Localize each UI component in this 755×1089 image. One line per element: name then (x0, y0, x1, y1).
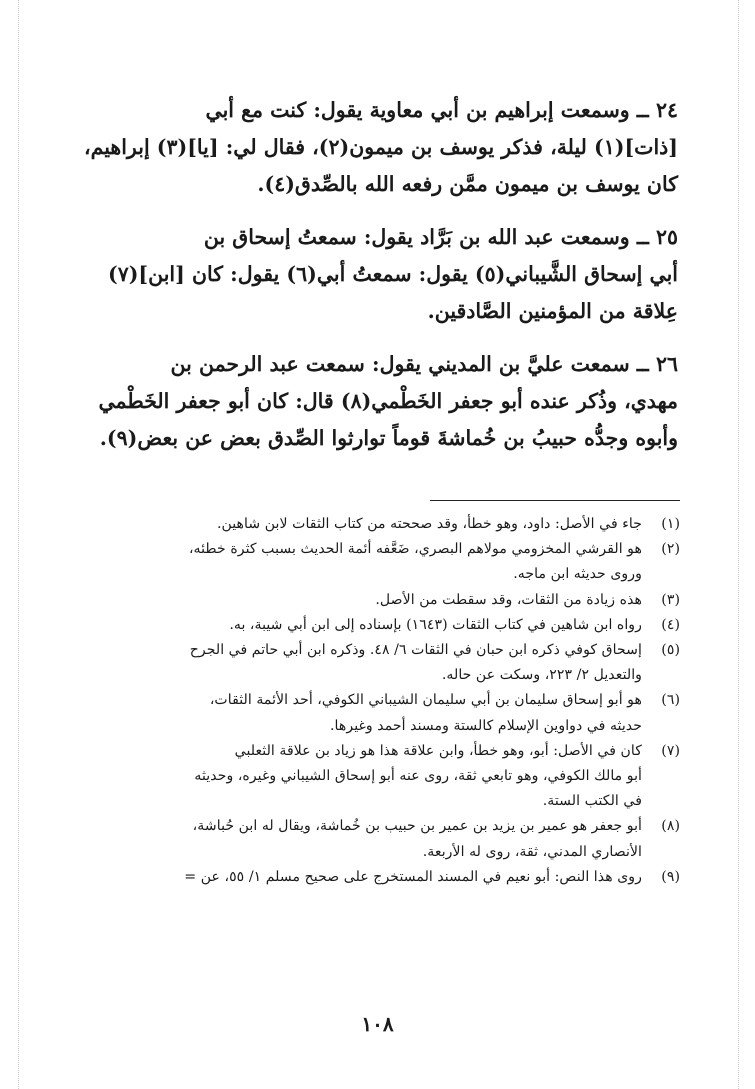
footnote-number: (٧) (661, 742, 680, 759)
footnote-line: هذه زيادة من الثقات، وقد سقطت من الأصل. (375, 591, 642, 608)
footnote-line: رواه ابن شاهين في كتاب الثقات (١٦٤٣) بإسناده إلى ابن أبي شيبة، به. (229, 616, 642, 633)
footnote-body (68, 512, 642, 537)
page-edge-left (18, 0, 21, 1089)
footnote-line: إسحاق كوفي ذكره ابن حبان في الثقات ٦/ ٤٨. وذكره ابن أبي حاتم في الجرح (189, 642, 642, 659)
footnote-body (68, 613, 642, 638)
footnote-4 (68, 613, 680, 638)
footnote-body (68, 638, 642, 688)
paragraph-line: عِلاقة من المؤمنين الصَّادقين. (427, 299, 678, 323)
paragraph-line: أبي إسحاق الشَّيباني(٥) يقول: سمعتُ أبي(٦) يقول: كان [ابن](٧) (108, 262, 678, 286)
footnote-line: الأنصاري المدني، ثقة، روى له الأربعة. (422, 843, 642, 860)
paragraph-24 (68, 92, 678, 203)
paragraph-line: ٢٥ ــ وسمعت عبد الله بن بَرَّاد يقول: سمعتُ إسحاق بن (203, 225, 678, 249)
footnote-body (68, 814, 642, 864)
footnote-line: هو أبو إسحاق سليمان بن أبي سليمان الشيباني الكوفي، أحد الأئمة الثقات، (209, 692, 642, 709)
paragraph-line: مهدي، وذُكر عنده أبو جعفر الخَطْمي(٨) قال: كان أبو جعفر الخَطْمي (98, 389, 678, 413)
footnote-number: (٥) (661, 642, 680, 659)
footnotes (68, 512, 680, 890)
footnote-body (68, 588, 642, 613)
footnote-5 (68, 638, 680, 688)
page-number: ١٠٨ (361, 1012, 394, 1036)
paragraph-line: كان يوسف بن ميمون ممَّن رفعه الله بالصِّدق(٤). (257, 172, 678, 196)
footnote-line: والتعديل ٢/ ٢٢٣، وسكت عن حاله. (441, 667, 642, 684)
footnote-7 (68, 739, 680, 815)
paragraph-line: وأبوه وجدُّه حبيبُ بن خُماشةَ قوماً توارثوا الصِّدق بعض عن بعض(٩). (99, 426, 678, 450)
paragraph-line: [ذات](١) ليلة، فذكر يوسف بن ميمون(٢)، فقال لي: [يا](٣) إبراهيم، (83, 135, 678, 159)
footnote-line: أبو مالك الكوفي، وهو تابعي ثقة، روى عنه أبو إسحاق الشيباني وغيره، وحديثه (194, 768, 642, 785)
page-edge-right (738, 0, 741, 1089)
footnote-1 (68, 512, 680, 537)
footnote-number: (٤) (661, 616, 680, 633)
footnote-2 (68, 537, 680, 587)
footnote-number: (٨) (661, 818, 680, 835)
footnote-line: كان في الأصل: أبو، وهو خطأ، وابن علاقة هذا هو زياد بن علاقة الثعلبي (234, 742, 642, 759)
footnote-line: في الكتب الستة. (542, 793, 642, 810)
footnote-9 (68, 865, 680, 890)
footnote-number: (٢) (661, 541, 680, 558)
footnote-number: (٩) (661, 868, 680, 885)
paragraph-26 (68, 346, 678, 457)
footnote-3 (68, 588, 680, 613)
footnote-line: هو القرشي المخزومي مولاهم البصري، ضَعَّفه أئمة الحديث بسبب كثرة خطئه، (188, 541, 642, 558)
paragraph-line: ٢٤ ــ وسمعت إبراهيم بن أبي معاوية يقول: كنت مع أبي (205, 98, 678, 122)
footnote-body (68, 865, 642, 890)
footnote-body (68, 537, 642, 587)
footnote-line: جاء في الأصل: داود، وهو خطأ، وقد صححته من كتاب الثقات لابن شاهين. (216, 516, 642, 532)
footnote-body (68, 688, 642, 738)
footnote-number: (١) (661, 516, 680, 532)
footnote-separator (430, 500, 680, 501)
footnote-line: أبو جعفر هو عمير بن يزيد بن عمير بن حبيب بن خُماشة، ويقال له ابن حُباشة، (192, 818, 642, 835)
footnote-line: حديثه في دواوين الإسلام كالستة ومسند أحمد وغيرها. (330, 717, 642, 734)
footnote-number: (٣) (661, 591, 680, 608)
footnote-8 (68, 814, 680, 864)
main-text (68, 92, 678, 473)
footnote-6 (68, 688, 680, 738)
footnote-number: (٦) (661, 692, 680, 709)
footnote-body (68, 739, 642, 815)
footnote-line: وروى حديثه ابن ماجه. (513, 566, 642, 583)
footnote-line: روى هذا النص: أبو نعيم في المسند المستخرج على صحيح مسلم ١/ ٥٥، عن = (184, 868, 642, 885)
paragraph-line: ٢٦ ــ سمعت عليَّ بن المديني يقول: سمعت عبد الرحمن بن (170, 352, 678, 376)
paragraph-25 (68, 219, 678, 330)
